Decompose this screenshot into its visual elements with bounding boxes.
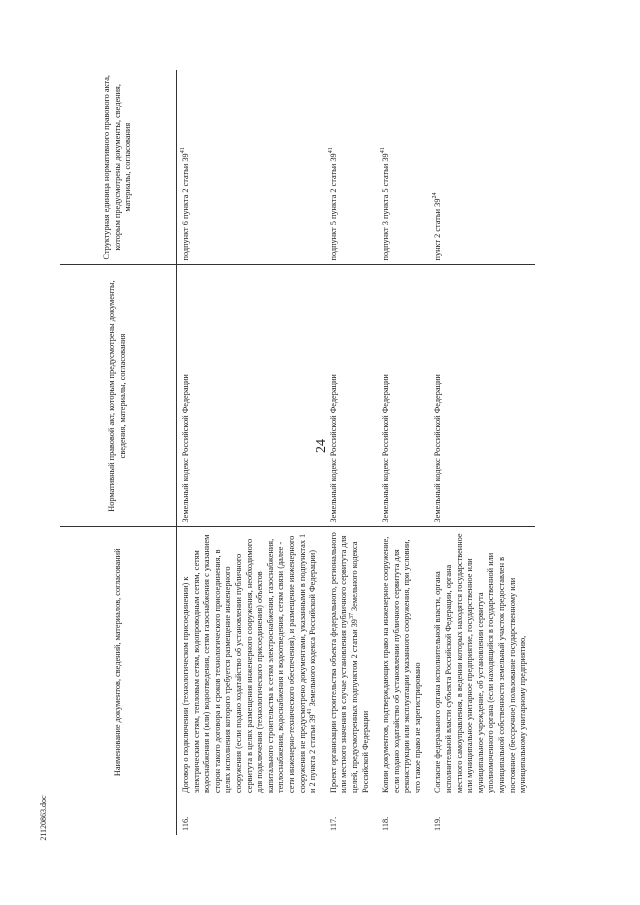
table-row — [429, 70, 534, 835]
row-structural-unit: пункт 2 статьи $39^{24}$ — [432, 192, 443, 261]
file-code: 21120863.doc — [39, 795, 48, 841]
header-unit: Структурная единица нормативного правового акта, которым предусмотрены документы, сведения, материалы, согласования — [60, 70, 177, 265]
header-act: Нормативный правовой акт, которым предусмотрены документы, сведения, материалы, согласования — [60, 265, 177, 527]
row-legal-act: Земельный кодекс Российской Федерации — [177, 265, 325, 527]
row-legal-act: Земельный кодекс Российской Федерации — [325, 265, 377, 527]
table-row — [177, 70, 325, 835]
row-legal-act: Земельный кодекс Российской Федерации — [429, 265, 534, 527]
page-number: 24 — [314, 439, 329, 453]
header-num — [60, 797, 177, 835]
row-structural-unit: подпункт 6 пункта 2 статьи $39^{41}$ — [180, 147, 190, 261]
documents-table — [60, 70, 535, 835]
row-document-name: Копии документов, подтверждающих право на инженерное сооружение, если подано ходатайство об установлении публичного сервитута для реконструкции или эксплуатации указанного сооружения, при условии, что такое право не зарегистрировано — [377, 527, 429, 797]
requirements-table — [60, 70, 572, 835]
row-number: 119. — [433, 816, 443, 831]
table-row — [377, 70, 429, 835]
row-document-name: Согласие федерального органа исполнительной власти, органа исполнительной власти субъекта Российской Федерации, органа местного самоуправления, в ведении которых находятся государственное или муниципальное унитарное предприятие, государственное или муниципальное учреждение, об установлении сервитута уполномоченного органа (если находящийся в государственной или муниципальной собственности земельный участок предоставлен в постоянное (бессрочное) пользование государственному или муниципальному унитарному предприятию, — [429, 527, 534, 797]
table-row — [325, 70, 377, 835]
row-number: 116. — [181, 816, 190, 831]
table-header-row — [60, 70, 177, 835]
row-document-name: Договор о подключении (технологическом присоединении) к электрическим сетям, тепловым сетям, водопроводным сетям, сетям водоснабжения и (или) водоотведения, сетям газоснабжения с указанием сторон такого договора и сроков технологического присоединения, в целях исполнения которого требуется размещение инженерного сооружения (если подано ходатайство об установлении публичного сервитута в целях размещения инженерного сооружения, необходимого для подключения (технологического присоединения) объектов капитального строительства к сетям электроснабжения, газоснабжения, теплоснабжения, водоснабжения и водоотведения, сетям связи (далее - сети инженерно-технического обеспечения), и размещение инженерного сооружения не предусмотрено документами, указанными в подпунктах 1 и 2 пункта 2 статьи $39^{41}$ Земельного кодекса Российской Федерации) — [177, 527, 325, 797]
row-legal-act: Земельный кодекс Российской Федерации — [377, 265, 429, 527]
header-name: Наименование документов, сведений, материалов, согласований — [60, 527, 177, 797]
row-document-name: Проект организации строительства объекта федерального, регионального или местного значения в случае установления публичного сервитута для целей, предусмотренных подпунктом 2 статьи $39^{37}$ Земельного кодекса Российской Федерации — [325, 527, 377, 797]
row-number: 118. — [381, 816, 391, 831]
row-structural-unit: подпункт 3 пункта 5 статьи $39^{41}$ — [380, 147, 391, 261]
row-number: 117. — [328, 816, 338, 831]
row-structural-unit: подпункт 5 пункта 2 статьи $39^{41}$ — [327, 147, 338, 261]
